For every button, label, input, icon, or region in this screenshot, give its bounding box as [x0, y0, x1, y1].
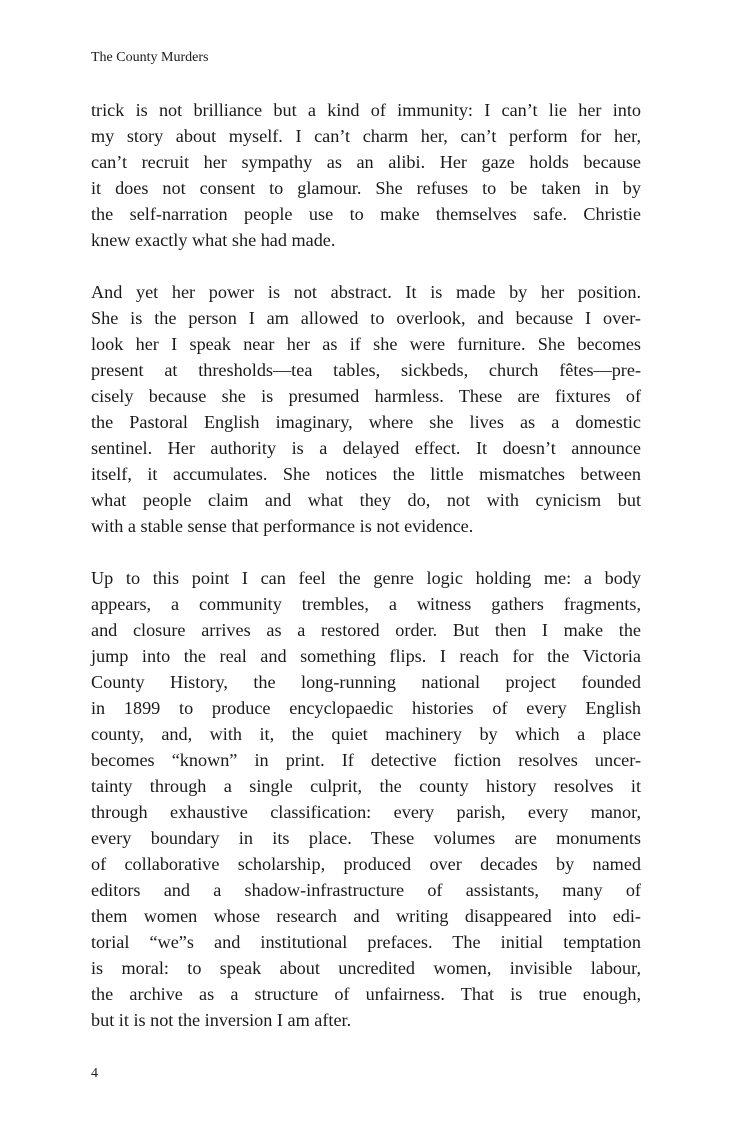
- text-line: itself, it accumulates. She notices the little mismatches between: [91, 464, 641, 484]
- text-line: torial “we”s and institutional prefaces. The initial temptation: [91, 932, 641, 952]
- text-line: jump into the real and something flips. I reach for the Victoria: [91, 646, 641, 666]
- text-line: cisely because she is presumed harmless. These are fixtures of: [91, 386, 641, 406]
- text-line: look her I speak near her as if she were furniture. She becomes: [91, 334, 641, 354]
- text-line: sentinel. Her authority is a delayed effect. It doesn’t announce: [91, 438, 641, 458]
- text-line: And yet her power is not abstract. It is made by her position.: [91, 282, 641, 302]
- paragraph-gap: [91, 253, 641, 279]
- text-line: becomes “known” in print. If detective fiction resolves uncer-: [91, 750, 641, 770]
- text-line: can’t recruit her sympathy as an alibi. Her gaze holds because: [91, 152, 641, 172]
- text-line: trick is not brilliance but a kind of immunity: I can’t lie her into: [91, 100, 641, 120]
- text-line: every boundary in its place. These volumes are monuments: [91, 828, 641, 848]
- body-text: [91, 97, 641, 1033]
- text-line: appears, a community trembles, a witness gathers fragments,: [91, 594, 641, 614]
- paragraph: [91, 97, 641, 253]
- text-line: county, and, with it, the quiet machinery by which a place: [91, 724, 641, 744]
- text-line: tainty through a single culprit, the county history resolves it: [91, 776, 641, 796]
- text-line: what people claim and what they do, not with cynicism but: [91, 490, 641, 510]
- text-line: is moral: to speak about uncredited women, invisible labour,: [91, 958, 641, 978]
- text-line: the archive as a structure of unfairness. That is true enough,: [91, 984, 641, 1004]
- text-line: them women whose research and writing disappeared into edi-: [91, 906, 641, 926]
- text-line: the self-narration people use to make themselves safe. Christie: [91, 204, 641, 224]
- text-line: County History, the long-running national project founded: [91, 672, 641, 692]
- paragraph: [91, 279, 641, 539]
- text-line: in 1899 to produce encyclopaedic histories of every English: [91, 698, 641, 718]
- text-line: editors and a shadow-infrastructure of assistants, many of: [91, 880, 641, 900]
- text-line: of collaborative scholarship, produced over decades by named: [91, 854, 641, 874]
- running-head: The County Murders: [91, 50, 209, 65]
- text-line: She is the person I am allowed to overlook, and because I over-: [91, 308, 641, 328]
- text-line: through exhaustive classification: every parish, every manor,: [91, 802, 641, 822]
- text-line: but it is not the inversion I am after.: [91, 1010, 352, 1030]
- text-line: and closure arrives as a restored order. But then I make the: [91, 620, 641, 640]
- text-line: it does not consent to glamour. She refuses to be taken in by: [91, 178, 641, 198]
- paragraph: [91, 565, 641, 1033]
- text-line: with a stable sense that performance is not evidence.: [91, 516, 474, 536]
- text-line: Up to this point I can feel the genre logic holding me: a body: [91, 568, 641, 588]
- text-line: present at thresholds—tea tables, sickbeds, church fêtes—pre-: [91, 360, 641, 380]
- page-number: 4: [91, 1066, 98, 1081]
- text-line: the Pastoral English imaginary, where she lives as a domestic: [91, 412, 641, 432]
- paragraph-gap: [91, 539, 641, 565]
- text-line: my story about myself. I can’t charm her, can’t perform for her,: [91, 126, 641, 146]
- text-line: knew exactly what she had made.: [91, 230, 336, 250]
